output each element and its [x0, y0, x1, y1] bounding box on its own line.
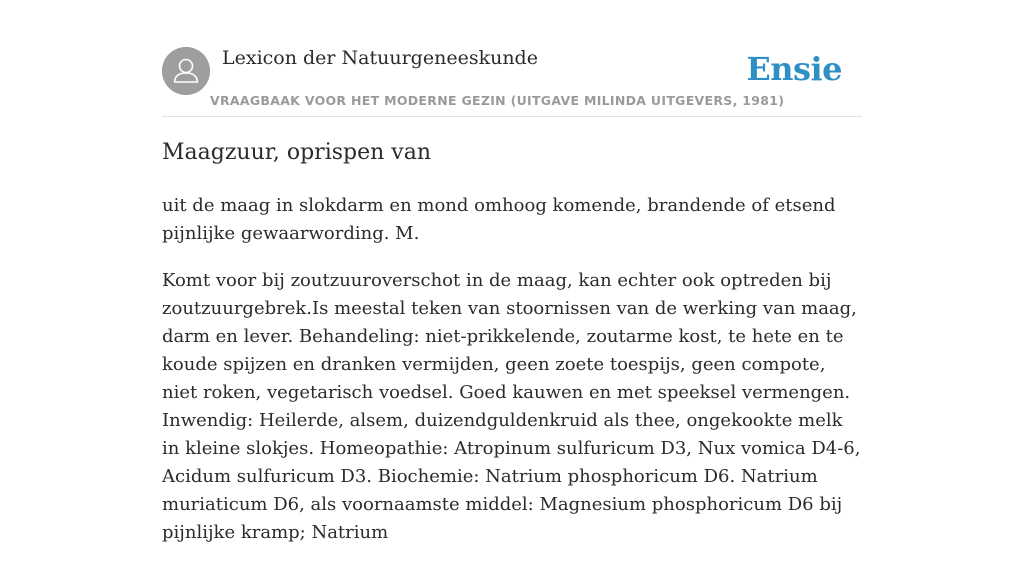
source-title[interactable]: Lexicon der Natuurgeneeskunde: [222, 47, 538, 69]
definition-paragraph: uit de maag in slokdarm en mond omhoog komende, brandende of etsend pijnlijke gewaarwording. M.: [162, 195, 836, 244]
source-subtitle: VRAAGBAAK VOOR HET MODERNE GEZIN (UITGAVE MILINDA UITGEVERS, 1981): [210, 93, 785, 108]
ensie-logo[interactable]: Ensie: [746, 50, 842, 88]
source-header: [162, 46, 862, 117]
description-paragraph: Komt voor bij zoutzuuroverschot in de maag, kan echter ook optreden bij zoutzuurgebrek.Is meestal teken van stoornissen van de werking van maag, darm en lever. Behandeling: niet-prikkelende, zoutarme kost, te hete en te koude spijzen en dranken vermijden, geen zoete toespijs, geen compote, niet roken, vegetarisch voedsel. Goed kauwen en met speeksel vermengen. Inwendig: Heilerde, alsem, duizendguldenkruid als thee, ongekookte melk in kleine slokjes. Homeopathie: Atropinum sulfuricum D3, Nux vomica D4-6, Acidum sulfuricum D3. Biochemie: Natrium phosphoricum D6. Natrium muriaticum D6, als voornaamste middel: Magnesium phosphoricum D6 bij pijnlijke kramp; Natrium: [162, 270, 861, 543]
user-avatar-icon[interactable]: [162, 47, 210, 95]
entry-content: [162, 192, 862, 566]
entry-title: Maagzuur, oprispen van: [162, 140, 432, 165]
